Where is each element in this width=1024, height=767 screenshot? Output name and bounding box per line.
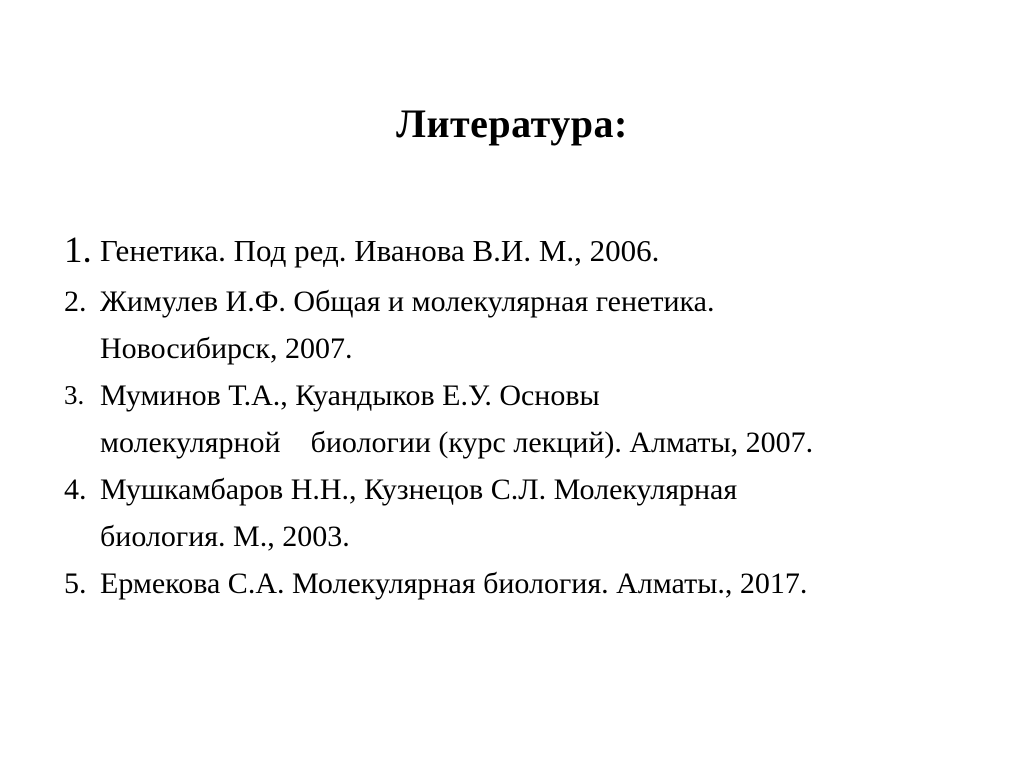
reference-text-continuation: Новосибирск, 2007. [100, 332, 353, 365]
reference-text: Генетика. Под ред. Иванова В.И. М., 2006. [100, 233, 660, 268]
reference-number: 1. [64, 230, 92, 271]
reference-number: 4. [64, 473, 87, 506]
reference-item-5 [64, 560, 984, 607]
reference-text-part: молекулярной [100, 426, 281, 459]
reference-text: Муминов Т.А., Куандыков Е.У. Основы [100, 379, 600, 412]
reference-text: Ермекова С.А. Молекулярная биология. Алматы., 2017. [100, 567, 808, 600]
reference-number: 5. [64, 567, 87, 600]
reference-item-3 [64, 372, 984, 466]
reference-text-continuation: биология. М., 2003. [100, 520, 350, 553]
reference-number: 2. [64, 285, 87, 318]
reference-text-part: биологии (курс лекций). Алматы, 2007. [310, 426, 814, 459]
reference-list [64, 226, 984, 607]
reference-text: Жимулев И.Ф. Общая и молекулярная генетика. [100, 285, 715, 318]
reference-item-4 [64, 466, 984, 560]
reference-number: 3. [64, 380, 85, 410]
reference-item-2 [64, 278, 984, 372]
reference-text-continuation [100, 419, 984, 466]
reference-item-1 [64, 226, 984, 276]
page-title: Литература: [396, 101, 628, 146]
reference-text: Мушкамбаров Н.Н., Кузнецов С.Л. Молекулярная [100, 473, 738, 506]
